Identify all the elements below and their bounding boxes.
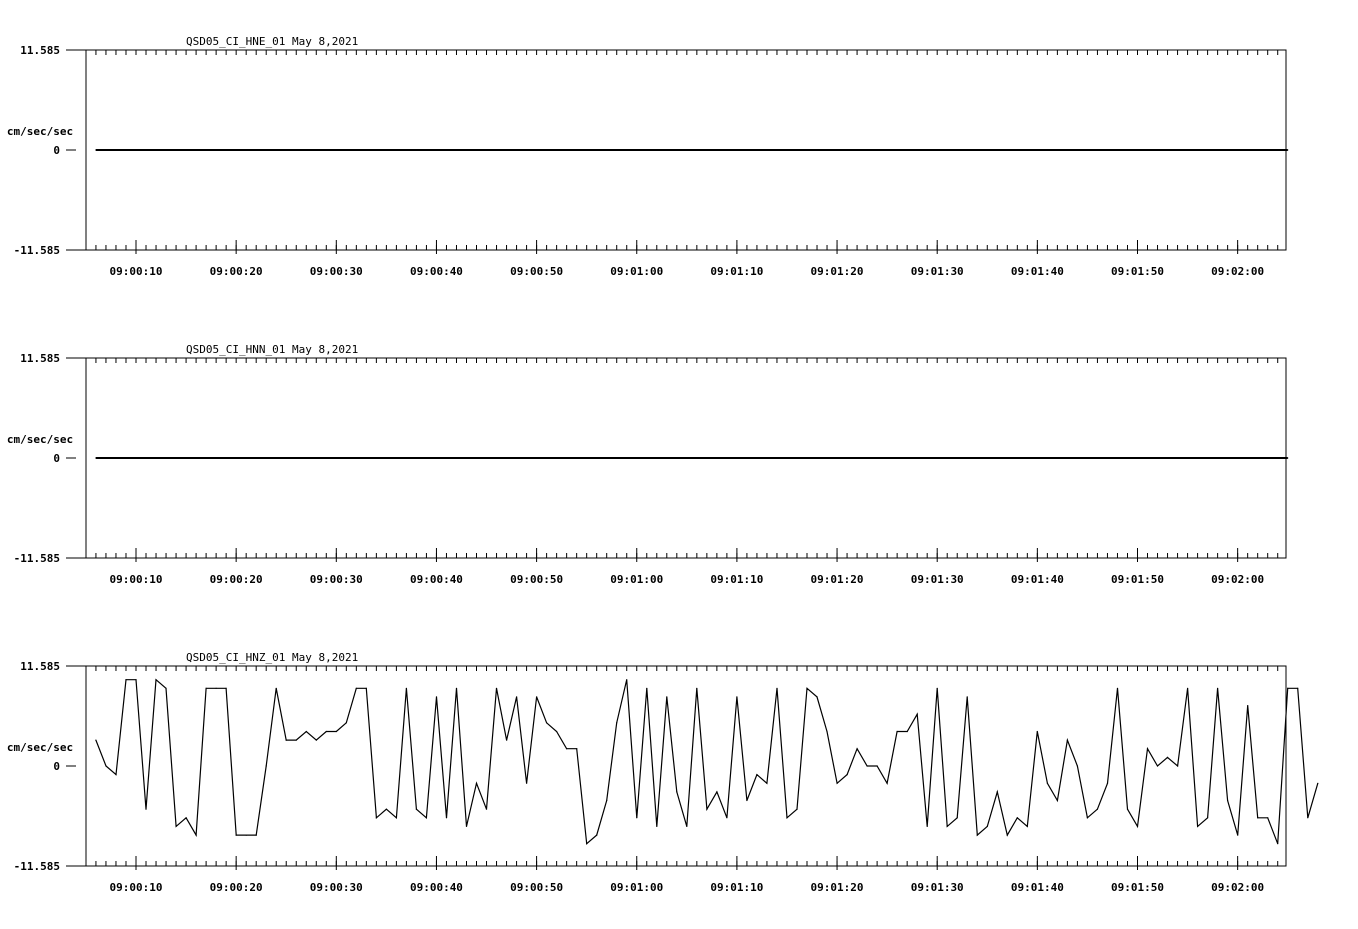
data-point [1197, 826, 1198, 827]
data-point [1137, 826, 1138, 827]
data-point [95, 740, 96, 741]
data-point [897, 731, 898, 732]
data-point [145, 809, 146, 810]
y-tick-label: 0 [53, 452, 60, 465]
data-point [536, 696, 537, 697]
series-line [96, 680, 1318, 844]
y-tick-label: 11.585 [20, 352, 60, 365]
data-point [837, 783, 838, 784]
y-tick-label: 11.585 [20, 44, 60, 57]
data-point [456, 688, 457, 689]
x-tick-label: 09:00:40 [409, 265, 463, 278]
data-point [736, 696, 737, 697]
data-point [286, 740, 287, 741]
data-point [1017, 817, 1018, 818]
data-point [426, 817, 427, 818]
y-axis-label: cm/sec/sec [6, 125, 74, 138]
x-tick-label: 09:01:10 [710, 573, 764, 586]
data-point [806, 688, 807, 689]
data-point [95, 457, 96, 458]
x-tick-label: 09:01:00 [610, 881, 664, 894]
y-tick-label: 11.585 [20, 660, 60, 673]
data-point [907, 731, 908, 732]
y-tick-label: -11.585 [13, 552, 60, 565]
data-point [306, 731, 307, 732]
x-tick-label: 09:01:20 [810, 881, 864, 894]
data-point [1217, 688, 1218, 689]
x-tick-label: 09:00:50 [510, 881, 564, 894]
chart-panel-3 [7, 651, 1319, 894]
data-point [656, 826, 657, 827]
x-tick-label: 09:01:50 [1111, 265, 1164, 278]
data-point [1287, 149, 1288, 150]
data-point [416, 809, 417, 810]
data-point [596, 835, 597, 836]
x-tick-label: 09:02:00 [1211, 881, 1265, 894]
y-axis-label: cm/sec/sec [6, 741, 74, 754]
data-point [937, 688, 938, 689]
x-tick-label: 09:01:10 [710, 265, 764, 278]
x-tick-label: 09:00:20 [209, 265, 263, 278]
data-point [406, 688, 407, 689]
data-point [1247, 705, 1248, 706]
data-point [977, 835, 978, 836]
x-tick-label: 09:01:00 [610, 265, 664, 278]
data-point [616, 722, 617, 723]
data-point [576, 748, 577, 749]
data-point [1167, 757, 1168, 758]
data-point [1037, 731, 1038, 732]
data-point [316, 740, 317, 741]
data-point [987, 826, 988, 827]
data-point [1227, 800, 1228, 801]
chart-panel-2 [7, 343, 1288, 586]
data-point [786, 817, 787, 818]
data-point [1257, 817, 1258, 818]
data-point [756, 774, 757, 775]
x-tick-label: 09:01:30 [910, 265, 964, 278]
data-point [1117, 688, 1118, 689]
x-tick-label: 09:01:50 [1111, 573, 1164, 586]
data-point [1287, 457, 1288, 458]
data-point [696, 688, 697, 689]
data-point [516, 696, 517, 697]
data-point [196, 835, 197, 836]
data-point [155, 679, 156, 680]
data-point [606, 800, 607, 801]
data-point [967, 696, 968, 697]
data-point [256, 835, 257, 836]
data-point [296, 740, 297, 741]
data-point [586, 843, 587, 844]
data-point [1287, 688, 1288, 689]
data-point [115, 774, 116, 775]
data-point [436, 696, 437, 697]
data-point [1177, 765, 1178, 766]
data-point [666, 696, 667, 697]
x-tick-label: 09:01:00 [610, 573, 664, 586]
data-point [556, 731, 557, 732]
data-point [366, 688, 367, 689]
data-point [776, 688, 777, 689]
y-axis-label: cm/sec/sec [6, 433, 74, 446]
data-point [466, 826, 467, 827]
data-point [236, 835, 237, 836]
data-point [1147, 748, 1148, 749]
data-point [826, 731, 827, 732]
data-point [356, 688, 357, 689]
x-tick-label: 09:00:10 [109, 573, 163, 586]
data-point [1057, 800, 1058, 801]
data-point [646, 688, 647, 689]
data-point [706, 809, 707, 810]
data-point [1307, 817, 1308, 818]
x-tick-label: 09:01:30 [910, 881, 964, 894]
y-tick-label: -11.585 [13, 244, 60, 257]
data-point [857, 748, 858, 749]
data-point [877, 765, 878, 766]
data-point [486, 809, 487, 810]
data-point [887, 783, 888, 784]
x-tick-label: 09:00:20 [209, 573, 263, 586]
data-point [1277, 843, 1278, 844]
data-point [1237, 835, 1238, 836]
y-tick-label: 0 [53, 760, 60, 773]
data-point [1267, 817, 1268, 818]
y-tick-label: 0 [53, 144, 60, 157]
data-point [276, 688, 277, 689]
data-point [676, 791, 677, 792]
x-tick-label: 09:00:30 [309, 573, 363, 586]
data-point [336, 731, 337, 732]
data-point [546, 722, 547, 723]
data-point [1187, 688, 1188, 689]
x-tick-label: 09:01:40 [1010, 881, 1064, 894]
data-point [496, 688, 497, 689]
data-point [716, 791, 717, 792]
data-point [1157, 765, 1158, 766]
data-point [216, 688, 217, 689]
x-tick-label: 09:01:50 [1111, 881, 1164, 894]
data-point [796, 809, 797, 810]
x-tick-label: 09:00:10 [109, 265, 163, 278]
data-point [176, 826, 177, 827]
x-tick-label: 09:00:50 [510, 573, 564, 586]
data-point [165, 688, 166, 689]
x-tick-label: 09:01:40 [1010, 265, 1064, 278]
data-point [476, 783, 477, 784]
data-point [746, 800, 747, 801]
data-point [206, 688, 207, 689]
data-point [506, 740, 507, 741]
x-tick-label: 09:01:40 [1010, 573, 1064, 586]
data-point [1007, 835, 1008, 836]
x-tick-label: 09:01:20 [810, 573, 864, 586]
data-point [135, 679, 136, 680]
x-tick-label: 09:00:30 [309, 265, 363, 278]
x-tick-label: 09:00:50 [510, 265, 564, 278]
data-point [917, 714, 918, 715]
data-point [1127, 809, 1128, 810]
data-point [726, 817, 727, 818]
data-point [396, 817, 397, 818]
x-tick-label: 09:01:20 [810, 265, 864, 278]
x-tick-label: 09:00:40 [409, 573, 463, 586]
data-point [376, 817, 377, 818]
x-tick-label: 09:00:30 [309, 881, 363, 894]
data-point [1077, 765, 1078, 766]
y-tick-label: -11.585 [13, 860, 60, 873]
data-point [186, 817, 187, 818]
data-point [957, 817, 958, 818]
data-point [636, 817, 637, 818]
data-point [386, 809, 387, 810]
data-point [526, 783, 527, 784]
data-point [1107, 783, 1108, 784]
data-point [1047, 783, 1048, 784]
chart-panel-1 [7, 35, 1288, 278]
data-point [1317, 783, 1318, 784]
data-point [266, 765, 267, 766]
data-point [766, 783, 767, 784]
data-point [226, 688, 227, 689]
data-point [1067, 740, 1068, 741]
data-point [947, 826, 948, 827]
data-point [1297, 688, 1298, 689]
chart-title: QSD05_CI_HNE_01 May 8,2021 [186, 35, 359, 48]
data-point [95, 149, 96, 150]
data-point [997, 791, 998, 792]
data-point [125, 679, 126, 680]
data-point [867, 765, 868, 766]
data-point [816, 696, 817, 697]
data-point [686, 826, 687, 827]
data-point [1207, 817, 1208, 818]
data-point [847, 774, 848, 775]
data-point [1087, 817, 1088, 818]
data-point [446, 817, 447, 818]
data-point [1097, 809, 1098, 810]
x-tick-label: 09:02:00 [1211, 265, 1265, 278]
chart-title: QSD05_CI_HNZ_01 May 8,2021 [186, 651, 359, 664]
x-tick-label: 09:00:20 [209, 881, 263, 894]
data-point [326, 731, 327, 732]
data-point [246, 835, 247, 836]
data-point [1027, 826, 1028, 827]
data-point [346, 722, 347, 723]
data-point [626, 679, 627, 680]
x-tick-label: 09:00:40 [409, 881, 463, 894]
x-tick-label: 09:00:10 [109, 881, 163, 894]
data-point [105, 765, 106, 766]
chart-title: QSD05_CI_HNN_01 May 8,2021 [186, 343, 359, 356]
x-tick-label: 09:01:10 [710, 881, 764, 894]
data-point [927, 826, 928, 827]
x-tick-label: 09:01:30 [910, 573, 964, 586]
data-point [566, 748, 567, 749]
x-tick-label: 09:02:00 [1211, 573, 1265, 586]
